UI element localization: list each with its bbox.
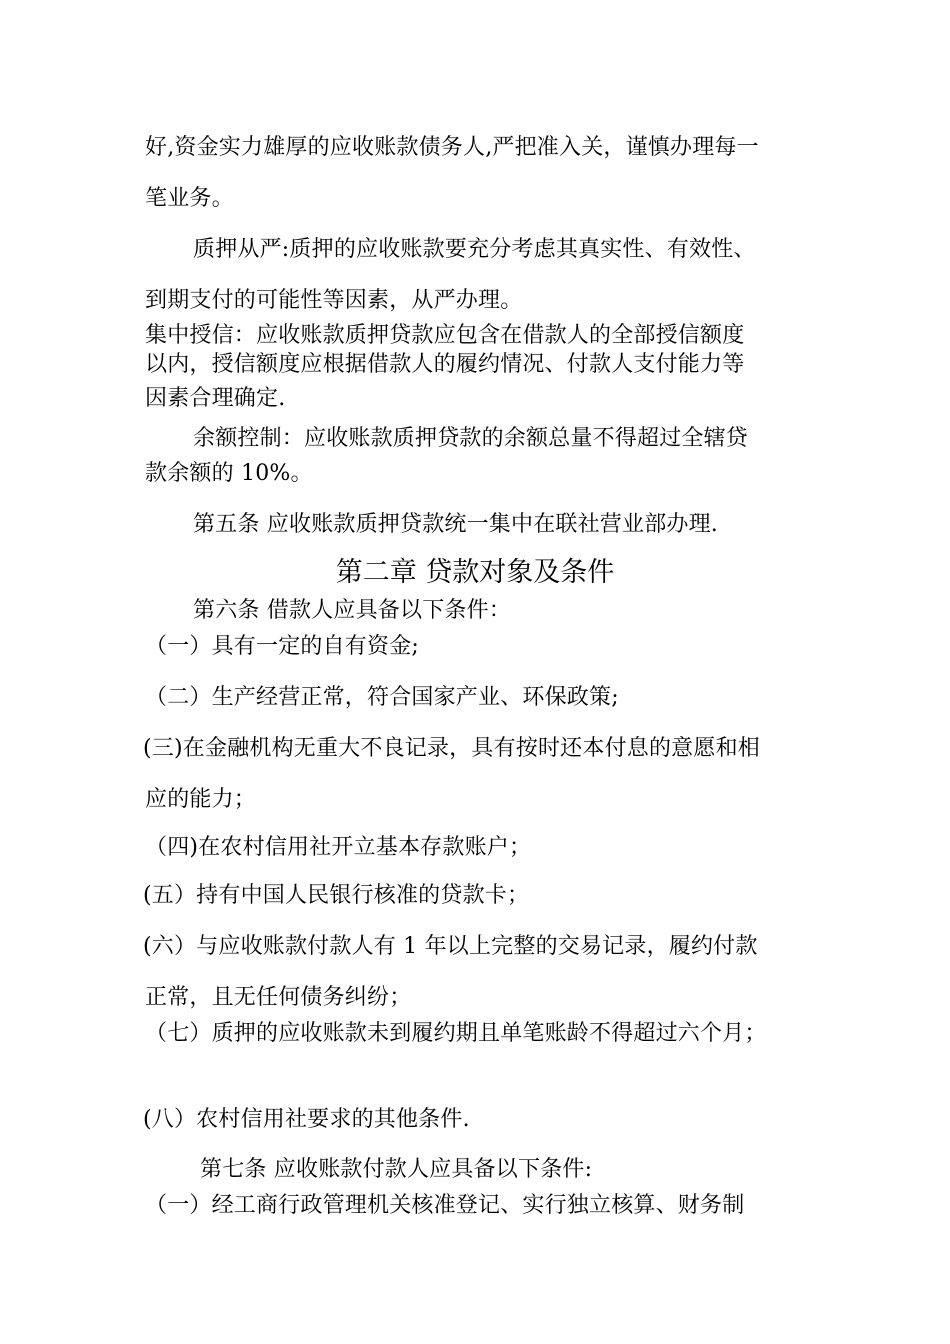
paragraph-line: 集中授信：应收账款质押贷款应包含在借款人的全部授信额度 <box>145 323 745 348</box>
paragraph-line: 款余额的 10%。 <box>145 461 313 486</box>
list-item: 应的能力； <box>145 787 257 812</box>
list-item: （七）质押的应收账款未到履约期且单笔账龄不得超过六个月； <box>145 1021 767 1046</box>
article-line: 第六条 借款人应具备以下条件： <box>193 598 511 623</box>
paragraph-line: 质押从严:质押的应收账款要充分考虑其真实性、有效性、 <box>193 237 756 262</box>
paragraph-line: 好,资金实力雄厚的应收账款债务人,严把准入关，谨慎办理每一 <box>145 135 759 160</box>
list-item: (八）农村信用社要求的其他条件. <box>143 1107 470 1132</box>
list-item: (三)在金融机构无重大不良记录，具有按时还本付息的意愿和相 <box>143 736 760 761</box>
list-item: （一）经工商行政管理机关核准登记、实行独立核算、财务制 <box>145 1193 745 1218</box>
paragraph-line: 到期支付的可能性等因素，从严办理。 <box>145 288 523 313</box>
article-line: 第七条 应收账款付款人应具备以下条件: <box>200 1157 593 1182</box>
paragraph-line: 余额控制：应收账款质押贷款的余额总量不得超过全辖贷 <box>193 426 749 451</box>
chapter-heading: 第二章 贷款对象及条件 <box>335 557 615 588</box>
list-item: (五）持有中国人民银行核准的贷款卡； <box>143 883 530 908</box>
paragraph-line: 笔业务。 <box>145 186 234 211</box>
article-line: 第五条 应收账款质押贷款统一集中在联社营业部办理. <box>193 512 718 537</box>
list-item: （二）生产经营正常，符合国家产业、环保政策; <box>145 685 619 710</box>
list-item: 正常，且无任何债务纠纷； <box>145 985 412 1010</box>
paragraph-line: 因素合理确定. <box>145 386 286 411</box>
list-item: （一）具有一定的自有资金; <box>145 634 420 659</box>
paragraph-line: 以内，授信额度应根据借款人的履约情况、付款人支付能力等 <box>145 352 745 377</box>
list-item: （四)在农村信用社开立基本存款账户； <box>145 835 532 860</box>
list-item: (六）与应收账款付款人有 1 年以上完整的交易记录，履约付款 <box>143 934 758 959</box>
